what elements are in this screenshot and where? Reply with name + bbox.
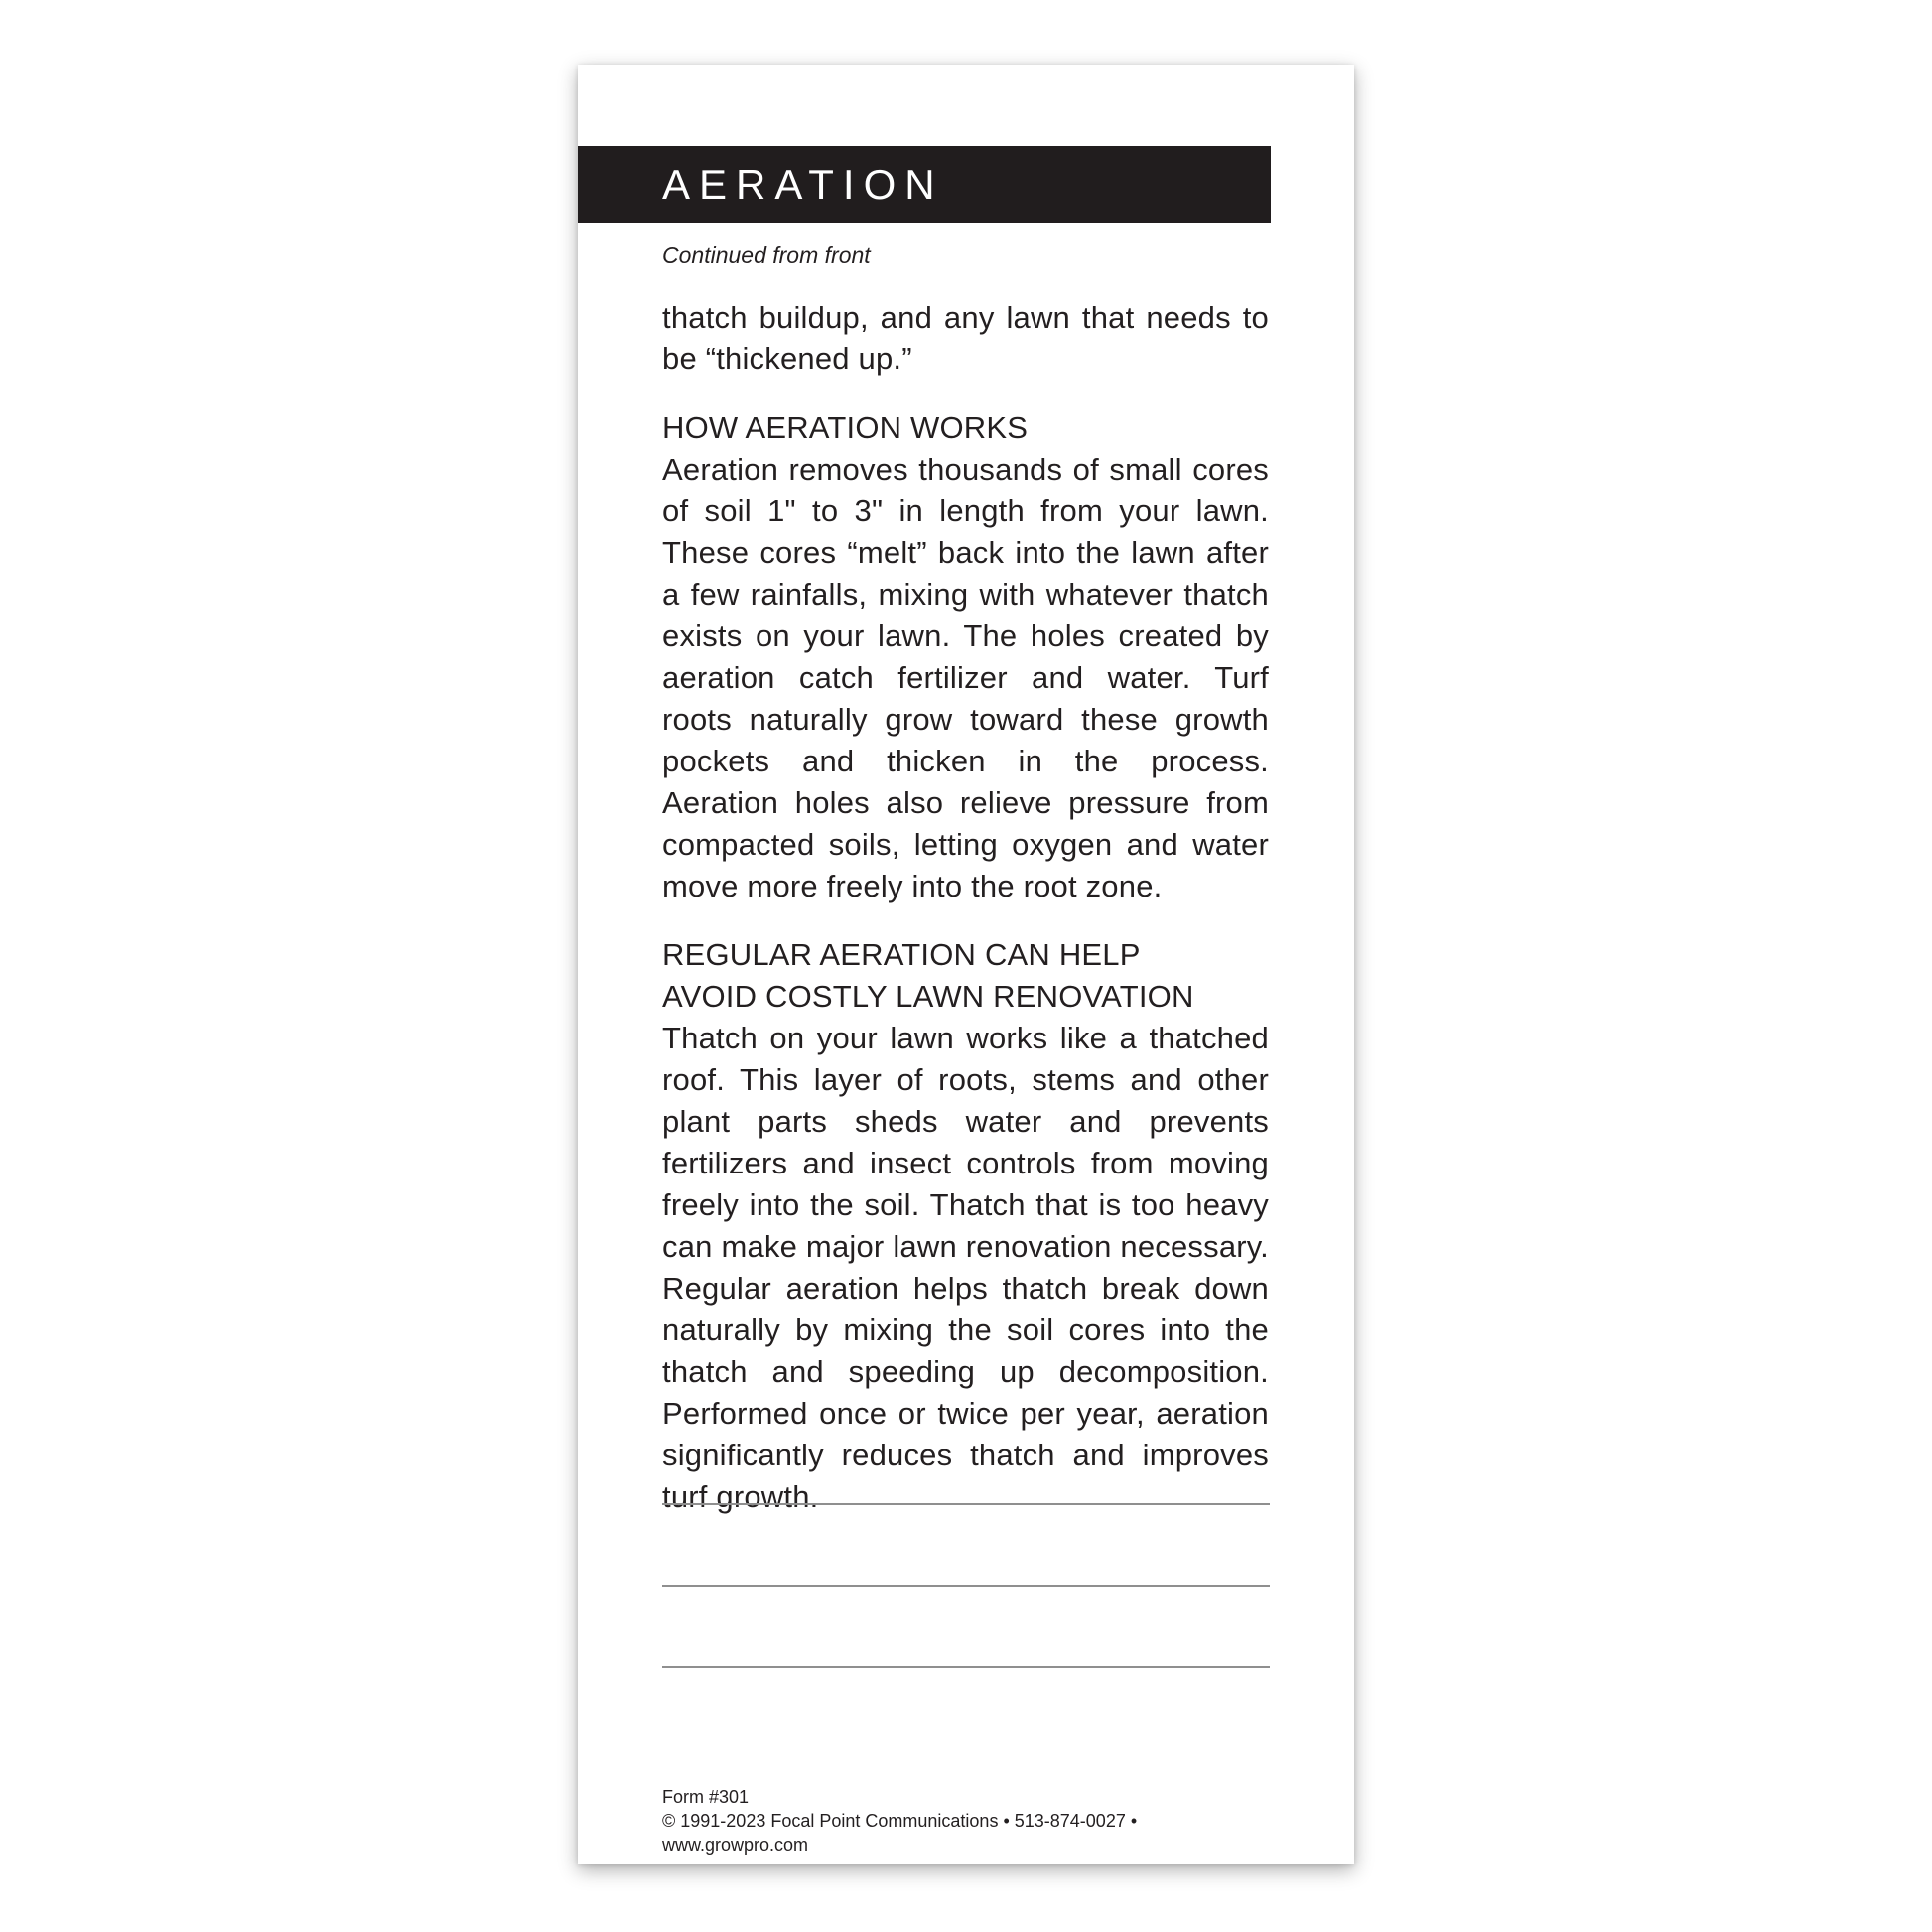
card-title: AERATION (662, 161, 944, 207)
card-content (662, 241, 1269, 1518)
form-number: Form #301 (662, 1787, 750, 1807)
section-heading-line1: REGULAR AERATION CAN HELP (662, 937, 1141, 972)
copyright-line: © 1991-2023 Focal Point Communications • 513-874-0027 • www.growpro.com (662, 1811, 1138, 1855)
title-bar (578, 146, 1271, 223)
section-body: Thatch on your lawn works like a thatched roof. This layer of roots, stems and other plant parts sheds water and prevents fertilizers and insect controls from moving freely into the soil. Thatch that is too heavy can make major lawn renovation necessary. Regular aeration helps thatch break down naturally by mixing the soil cores into the thatch and speeding up decomposition. Performed once or twice per year, aeration significantly reduces thatch and improves turf growth. (662, 1021, 1269, 1514)
write-in-line-3 (662, 1587, 1270, 1668)
aeration-card (578, 65, 1354, 1864)
section-heading: HOW AERATION WORKS (662, 410, 1029, 445)
footer (662, 1785, 1270, 1857)
section-heading-line2: AVOID COSTLY LAWN RENOVATION (662, 979, 1194, 1014)
section-heading (662, 934, 1269, 1018)
bottom-block (662, 1424, 1270, 1857)
write-in-line-1 (662, 1424, 1270, 1505)
continued-note: Continued from front (662, 242, 871, 268)
section-how-aeration-works (662, 407, 1269, 907)
section-body: Aeration removes thousands of small cores of soil 1" to 3" in length from your lawn. These cores “melt” back into the lawn after a few rainfalls, mixing with whatever thatch exists on your lawn. The holes created by aeration catch fertilizer and water. Turf roots naturally grow toward these growth pockets and thicken in the process. Aeration holes also relieve pressure from compacted soils, letting oxygen and water move more freely into the root zone. (662, 452, 1269, 903)
intro-paragraph: thatch buildup, and any lawn that needs to be “thickened up.” (662, 300, 1269, 376)
write-in-line-2 (662, 1505, 1270, 1587)
